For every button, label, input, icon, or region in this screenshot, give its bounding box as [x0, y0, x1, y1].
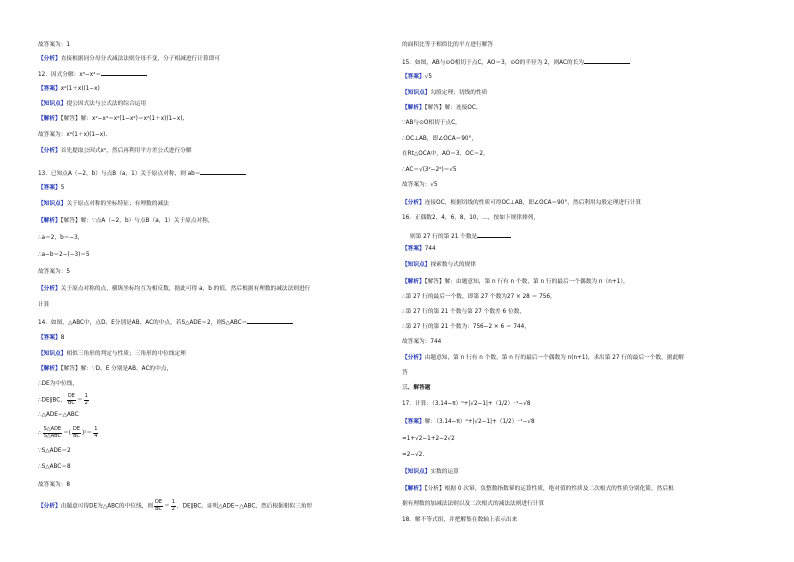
knowledge-tag: 【知识点】: [402, 262, 431, 268]
question-12-text: 12．因式分解：x³−x⁴＝: [38, 72, 102, 78]
knowledge-tag: 【知识点】: [38, 351, 67, 357]
question-12-solution: [38, 116, 184, 123]
analysis-continued: 的面积比等于相似比的平方进行解答: [402, 42, 493, 48]
question-15-text: 15．如图，AB与⊙O相切于点C，AO＝3，⊙O的半径为 2，则AC的长为: [402, 60, 584, 66]
solution-tag: 【解析】: [38, 116, 61, 122]
answer-tag: 【答案】: [38, 335, 61, 341]
equals-sign: ＝: [164, 503, 170, 510]
fraction: [154, 500, 163, 512]
question-14-answer: [38, 335, 64, 342]
solution-step: ∴△ADE∽△ABC: [38, 412, 79, 418]
solution-step: 在Rt△OCA中，AO＝3，OC＝2，: [402, 151, 489, 157]
question-15-solution: [402, 105, 482, 112]
fraction-denominator: 2: [84, 399, 88, 406]
answer-text: √5: [424, 74, 432, 80]
equals-sign: ＝: [76, 397, 83, 404]
solution-text: 【解答】解：∵D、E 分别是AB、AC的中点，: [60, 366, 173, 372]
knowledge-tag: 【知识点】: [402, 90, 431, 96]
analysis-text: 连接OC，根据切线的性质可得OC⊥AB，即∠OCA＝90°，然后利用勾股定理进行计算: [424, 200, 642, 206]
fraction-denominator: 2: [171, 505, 175, 512]
answer-text: 8: [60, 335, 65, 341]
question-15-answer: [402, 74, 432, 81]
question-13-text: 13．已知点A（−2，b）与点B（a，1）关于原点对称，则 ab＝: [38, 171, 201, 177]
question-13-answer: [38, 185, 64, 192]
answer-tag: 【答案】: [402, 74, 425, 80]
knowledge-text: 提公因式法与公式法的综合运用: [66, 101, 147, 107]
question-17-knowledge: [402, 469, 459, 476]
step-text: )²＝: [82, 430, 93, 437]
solution-text: 【解答】解：由题意知，第 n 行有 n 个数，第 n 行的最后一个偶数为 n（n+1），: [424, 279, 629, 285]
solution-step: ∴a＝2，b＝−3，: [38, 235, 84, 241]
knowledge-tag: 【知识点】: [38, 201, 67, 207]
answer-tag: 【答案】: [38, 86, 61, 92]
answer-blank: [477, 232, 511, 238]
solution-step: ∴第 27 行的最后一个数，即第 27 个数为27 × 28 ＝ 756，: [402, 294, 556, 300]
knowledge-text: 实数的运算: [430, 469, 459, 475]
question-17-solution: [402, 486, 674, 493]
analysis-line: [38, 56, 220, 63]
knowledge-text: 关于原点对称的坐标特征；有理数的减法: [66, 201, 169, 207]
solution-text: 【分析】根据 0 次幂、负整数指数幂的运算性质，绝对值的性质及二次根式的性质分别化简，然后根: [424, 486, 674, 492]
analysis-text: 直接根据同分母分式减法法则分母不变，分子相减进行计算即可: [60, 56, 220, 62]
analysis-tag: 【分析】: [402, 355, 425, 361]
solution-step: =1+√2−1+2−2√2: [402, 436, 455, 442]
analysis-tag: 【分析】: [38, 148, 61, 154]
fraction-numerator: DE: [67, 393, 75, 399]
answer-text: 解：（3.14−π）⁰+|√2−1|+（1/2）⁻¹−√8: [424, 419, 535, 425]
solution-step-fraction: [38, 394, 90, 406]
fraction-numerator: 1: [84, 393, 88, 399]
fraction-denominator: BC: [67, 399, 75, 406]
knowledge-tag: 【知识点】: [402, 469, 431, 475]
fraction-numerator: DE: [155, 499, 163, 505]
analysis-text: 由题意可得DE为△ABC的中位线，则: [60, 503, 154, 510]
answer-tag: 【答案】: [402, 246, 425, 252]
fraction: [72, 427, 81, 439]
question-16: 16．正偶数2，4，6，8，10，…，按如下规律排列，: [402, 215, 540, 221]
question-13-knowledge: [38, 201, 169, 208]
solution-text: 【解答】解：∵点A（−2，b）与点B（a，1）关于原点对称，: [60, 218, 214, 224]
question-13-final: 故答案为：5: [38, 269, 71, 275]
analysis-tag: 【分析】: [38, 503, 61, 510]
analysis-text: 关于原点对称的点，横纵坐标均互为相反数，据此可得 a，b 的值，然后根据有理数的减法法则进行: [60, 286, 311, 292]
fraction-denominator: BC: [73, 432, 80, 439]
answer-blank: [584, 58, 630, 64]
fraction: [67, 394, 76, 406]
answer-tag: 【答案】: [38, 185, 61, 191]
question-14-solution: [38, 366, 172, 373]
fraction: [84, 394, 89, 406]
question-13-solution: [38, 218, 214, 225]
solution-tag: 【解析】: [38, 218, 61, 224]
solution-step: ∴第 27 行的第 21 个数与第 27 个数差 6 位数，: [402, 309, 526, 315]
knowledge-tag: 【知识点】: [38, 101, 67, 107]
question-12-analysis: [38, 148, 192, 155]
question-14-final: 故答案为：8: [38, 482, 71, 488]
answer-tag: 【答案】: [402, 419, 425, 425]
question-12-answer: [38, 86, 100, 93]
answer-text: x²(1＋x)(1−x): [60, 86, 100, 92]
knowledge-text: 探索数与式的规律: [430, 262, 476, 268]
question-15-analysis: [402, 200, 641, 207]
answer-text: 744: [424, 246, 436, 252]
question-13: [38, 169, 246, 178]
question-16-solution: [402, 279, 629, 286]
question-14-analysis: [38, 500, 312, 512]
answer-blank: [200, 169, 246, 175]
fraction: [93, 427, 98, 439]
analysis-tag: 【分析】: [38, 56, 61, 62]
analysis-text: ，DE∥BC，证明△ADE∽△ABC，然后根据相似三角形: [176, 503, 313, 510]
solution-text: 【解答】解：x²−x⁴＝x²(1−x²)＝x²(1＋x)(1−x),: [60, 116, 185, 122]
solution-step: ∵AB与⊙O相切于点C，: [402, 120, 461, 126]
solution-step-ratio: ∴ $\frac{\text{S△ADE}}{\text{S△ABC}}$ ＝( $\frac{DE}{BC}$ )²＝ $\frac{1}{4}$: [38, 426, 98, 439]
solution-tag: 【解析】: [402, 279, 425, 285]
fraction: [171, 500, 176, 512]
fraction-denominator: 4: [94, 432, 98, 439]
answer-text: 5: [60, 185, 65, 191]
solution-text: 【解答】解：连接OC，: [424, 105, 482, 111]
question-15: [402, 58, 630, 67]
fraction-denominator: S△ABC: [43, 432, 61, 439]
solution-step: ∴DE为中位线，: [38, 381, 79, 387]
fraction-denominator: BC: [155, 505, 162, 512]
knowledge-text: 相似三角形的判定与性质；三角形的中位线定理: [66, 351, 186, 357]
solution-tag: 【解析】: [38, 366, 61, 372]
question-15-final: 故答案为：√5: [402, 182, 438, 188]
fraction: [43, 427, 62, 439]
solution-step: ∴S△ABC＝8: [38, 464, 71, 470]
solution-continued: 据有理数的加减法法则以及二次根式的减法法则进行计算: [402, 501, 545, 507]
question-17-answer: [402, 419, 535, 426]
step-text: ∴DE∥BC，: [38, 397, 66, 404]
step-text: ＝(: [63, 430, 71, 437]
question-16-text: 则第 27 行的第 21 个数是: [410, 234, 478, 240]
question-16-analysis: [402, 355, 684, 362]
question-18: 18．解不等式组，并把解集在数轴上表示出来: [402, 517, 518, 523]
solution-step: ∴OC⊥AB，即∠OCA＝90°，: [402, 136, 478, 142]
question-14: [38, 318, 293, 327]
question-12-knowledge: [38, 101, 146, 108]
question-17: 17．计算：（3.14−π）⁰+|√2−1|+（1/2）⁻¹−√8: [402, 401, 531, 407]
question-14-knowledge: [38, 351, 186, 358]
question-15-knowledge: [402, 90, 487, 97]
solution-tag: 【解析】: [402, 105, 425, 111]
analysis-tag: 【分析】: [38, 286, 61, 292]
fraction-numerator: 1: [94, 426, 98, 432]
question-16-prompt: [410, 232, 511, 241]
question-13-analysis: [38, 286, 310, 293]
analysis-continued: 答: [402, 370, 408, 376]
knowledge-text: 勾股定理；切线的性质: [430, 90, 488, 96]
section-heading: 三、解答题: [402, 385, 431, 391]
fraction-numerator: DE: [73, 426, 81, 432]
solution-step: =2−√2.: [402, 452, 425, 458]
solution-tag: 【解析】: [402, 486, 425, 492]
analysis-text: 首先提取公因式x²，然后再利用平方差公式进行分解: [60, 148, 192, 154]
solution-step: ∴a−b＝2−(−3)＝5: [38, 252, 90, 258]
question-14-text: 14．如图，△ABC中，点D、E分别是AB、AC的中点，若S△ADE＝2，则S△ABC＝: [38, 320, 248, 326]
solution-step: ∴AC＝√(3²−2²)＝√5: [402, 167, 457, 173]
analysis-continued: 计算: [38, 302, 50, 308]
analysis-text: 由题意知，第 n 行有 n 个数，第 n 行的最后一个偶数为 n(n+1)，求出第 27 行的最后一个数，据此解: [424, 355, 684, 361]
question-16-answer: [402, 246, 436, 253]
question-12: [38, 70, 147, 79]
fraction-numerator: 1: [171, 499, 175, 505]
fraction-numerator: S△ADE: [43, 426, 62, 432]
solution-step: ∵S△ADE＝2: [38, 448, 71, 454]
answer-blank: [247, 318, 293, 324]
question-16-knowledge: [402, 262, 476, 269]
solution-step: ∴第 27 行的第 21 个数为：756−2 × 6 ＝ 744，: [402, 324, 530, 330]
analysis-tag: 【分析】: [402, 200, 425, 206]
question-12-final: 故答案为：x²(1＋x)(1−x).: [38, 132, 108, 138]
answer-line: 故答案为：1: [38, 42, 71, 48]
answer-blank: [101, 70, 147, 76]
question-16-final: 故答案为：744: [402, 339, 442, 345]
